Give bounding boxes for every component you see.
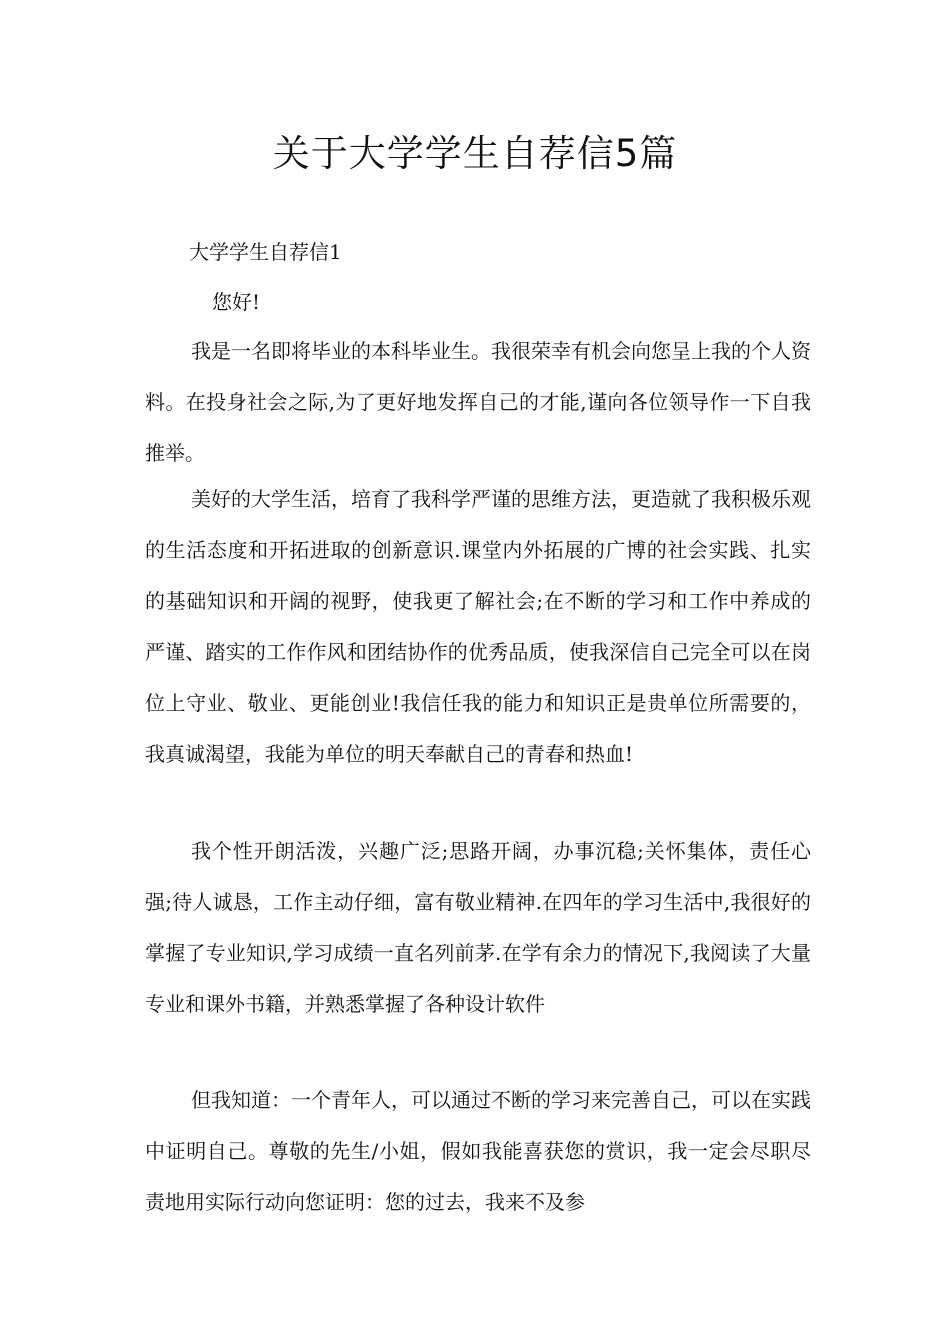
paragraph-university-life: 美好的大学生活，培育了我科学严谨的思维方法，更造就了我积极乐观的生活态度和开拓进取的创新意识.课堂内外拓展的广博的社会实践、扎实的基础知识和开阔的视野，使我更了解社会;在不断的学习和工作中养成的严谨、踏实的工作作风和团结协作的优秀品质，使我深信自己完全可以在岗位上守业、敬业、更能创业!我信任我的能力和知识正是贵单位所需要的，我真诚渴望，我能为单位的明天奉献自己的青春和热血!	[145, 487, 811, 766]
letter-subheading: 大学学生自荐信1	[189, 240, 342, 264]
paragraph-intro: 我是一名即将毕业的本科毕业生。我很荣幸有机会向您呈上我的个人资料。在投身社会之际,为了更好地发挥自己的才能,谨向各位领导作一下自我推举。	[145, 339, 811, 465]
paragraph-personality: 我个性开朗活泼，兴趣广泛;思路开阔，办事沉稳;关怀集体，责任心强;待人诚恳，工作主动仔细，富有敬业精神.在四年的学习生活中,我很好的掌握了专业知识,学习成绩一直名列前茅.在学有余力的情况下,我阅读了大量专业和课外书籍，并熟悉掌握了各种设计软件	[145, 839, 811, 1016]
letter-greeting: 您好!	[212, 290, 261, 314]
paragraph-closing: 但我知道：一个青年人，可以通过不断的学习来完善自己，可以在实践中证明自己。尊敬的先生/小姐，假如我能喜获您的赏识，我一定会尽职尽责地用实际行动向您证明：您的过去，我来不及参	[145, 1088, 811, 1214]
document-title: 关于大学学生自荐信5篇	[272, 132, 678, 175]
